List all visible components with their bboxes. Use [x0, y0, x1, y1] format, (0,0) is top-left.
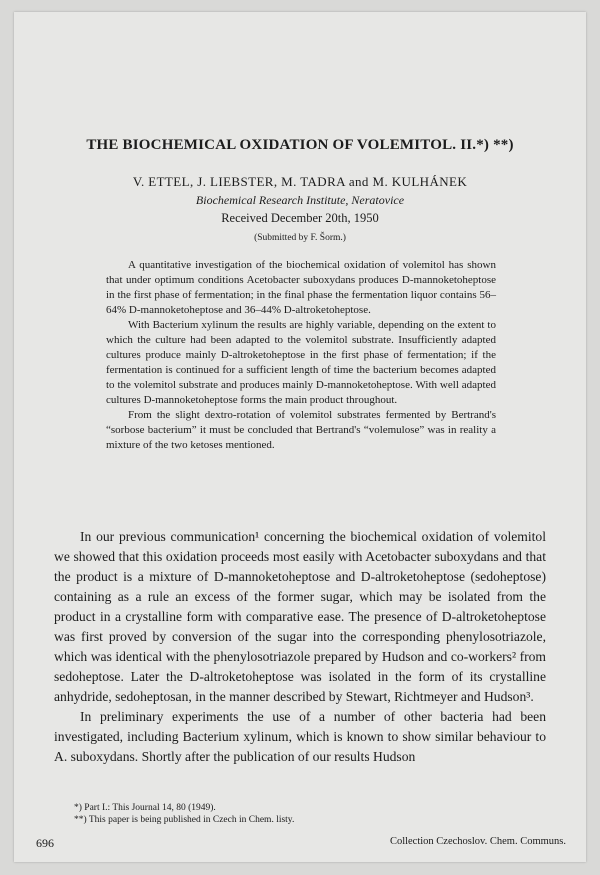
footnote: **) This paper is being published in Czech in Chem. listy. — [74, 815, 295, 825]
footnotes — [74, 802, 544, 826]
abstract-paragraph: A quantitative investigation of the biochemical oxidation of volemitol has shown that under optimum conditions Acetobacter suboxydans produces D-mannoketoheptose in the first phase of fermentation; in the final phase the fermentation liquor contains 56–64% D-mannoketoheptose and 36–44% D-altroketoheptose. — [106, 259, 496, 316]
journal-name: Collection Czechoslov. Chem. Communs. — [389, 836, 566, 847]
abstract — [106, 258, 496, 453]
received-date: Received December 20th, 1950 — [221, 211, 379, 225]
paper-page — [14, 12, 586, 862]
institute-affiliation: Biochemical Research Institute, Neratovice — [195, 193, 405, 207]
abstract-paragraph: With Bacterium xylinum the results are highly variable, depending on the extent to which the culture had been adapted to the volemitol substrate. Insufficiently adapted cultures produce mainly D-altroketoheptose in the first phase of fermentation; if the fermentation is continued for a sufficient length of time the bacterium becomes adapted to the volemitol substrate and produces mainly D-mannoketoheptose. With well adapted cultures D-mannoketoheptose forms the main product throughout. — [106, 319, 496, 406]
footnote: *) Part I.: This Journal 14, 80 (1949). — [74, 803, 216, 813]
body-paragraph: In preliminary experiments the use of a number of other bacteria had been investigated, including Bacterium xylinum, which is known to show similar behaviour to A. suboxydans. Shortly after the publication of our results Hudson — [54, 709, 546, 764]
page-number: 696 — [36, 836, 54, 850]
author-list: V. ETTEL, J. LIEBSTER, M. TADRA and M. KULHÁNEK — [132, 174, 468, 189]
submitted-by: (Submitted by F. Šorm.) — [254, 233, 346, 243]
body-paragraph: In our previous communication¹ concerning the biochemical oxidation of volemitol we showed that this oxidation proceeds most easily with Acetobacter suboxydans and that the product is a mixture of D-mannoketoheptose and D-altroketoheptose (sedoheptose) containing as a rule an excess of the former sugar, which may be isolated from the product in a crystalline form with comparative ease. The presence of D-altroketoheptose was first proved by conversion of the sugar into the corresponding phenylosotriazole, which was identical with the phenylosotriazole prepared by Hudson and co-workers² from sedoheptose. Later the D-altroketoheptose was isolated in the form of its crystalline anhydride, sedoheptosan, in the manner described by Stewart, Richtmeyer and Hudson³. — [54, 529, 546, 704]
body-text — [54, 527, 546, 767]
paper-title: THE BIOCHEMICAL OXIDATION OF VOLEMITOL. II.*) **) — [86, 137, 514, 153]
abstract-paragraph: From the slight dextro-rotation of volemitol substrates fermented by Bertrand's “sorbose bacterium” it must be concluded that Bertrand's “volemulose” was in reality a mixture of the two ketoses mentioned. — [106, 409, 496, 451]
